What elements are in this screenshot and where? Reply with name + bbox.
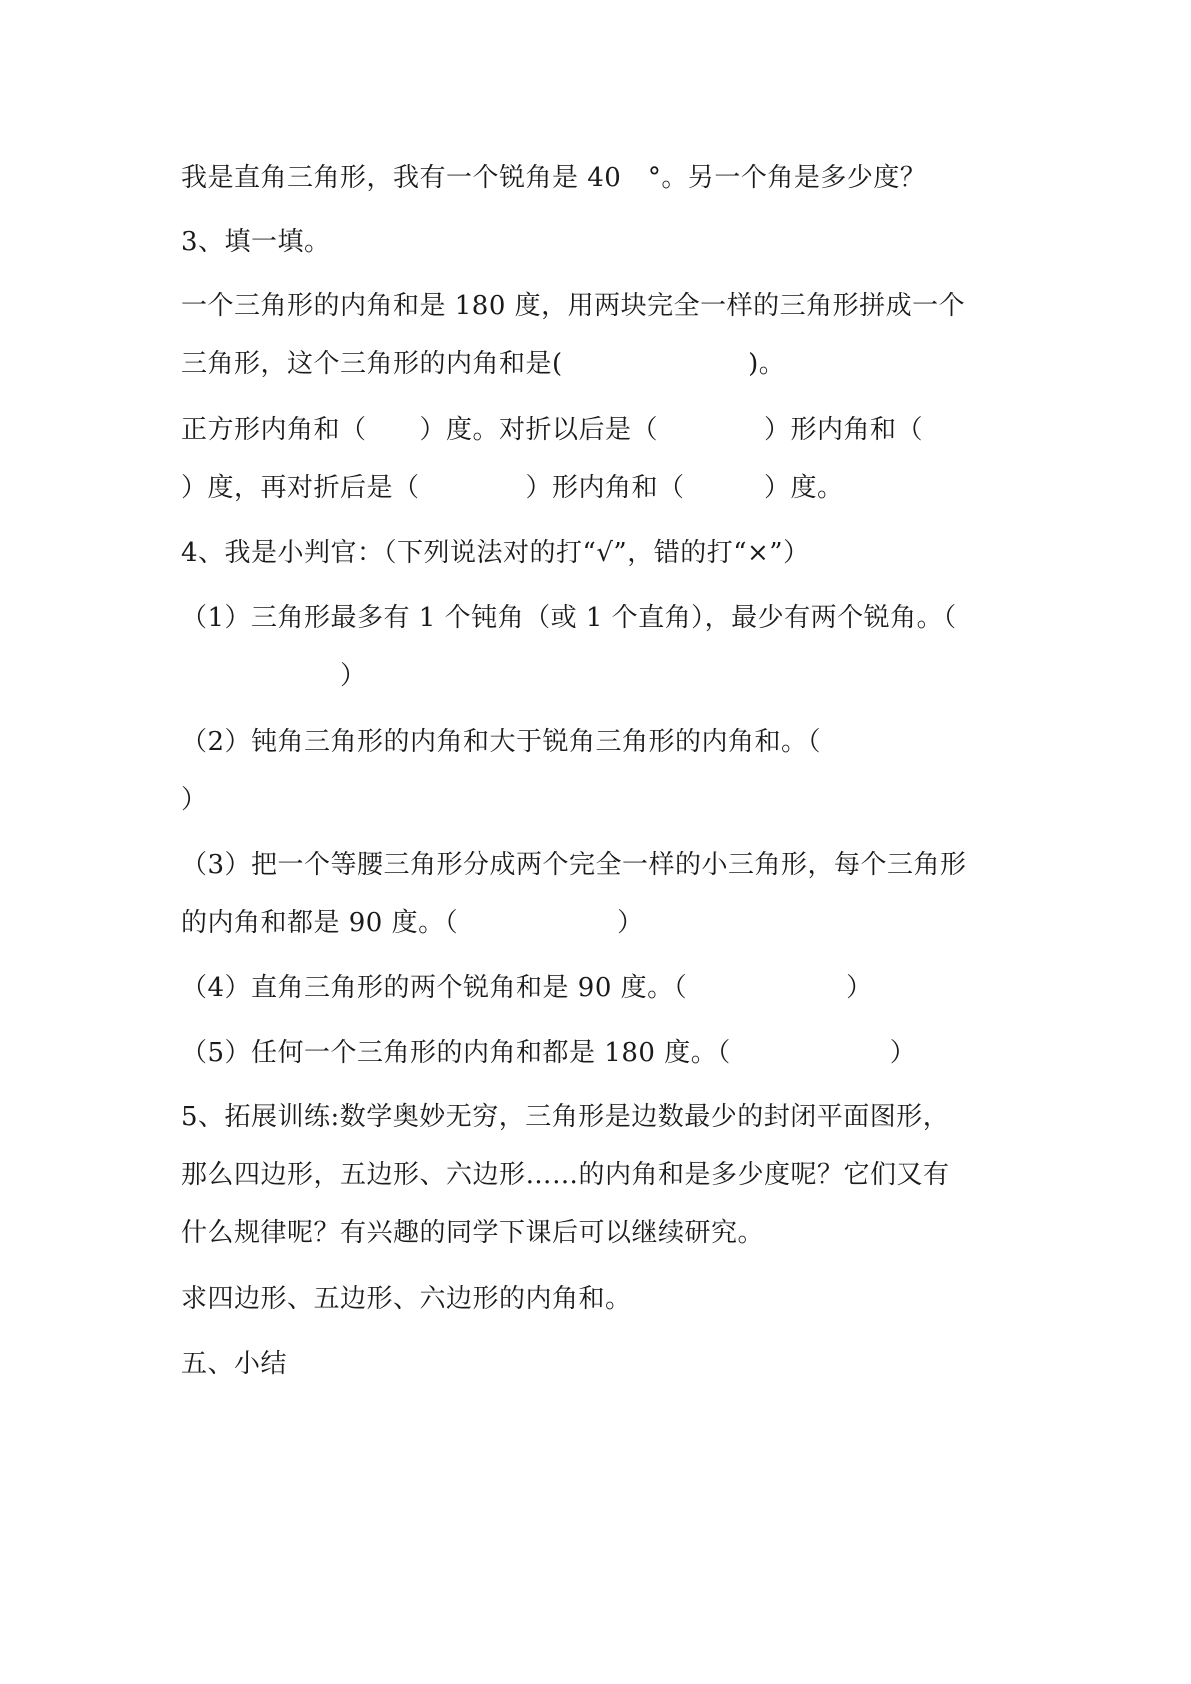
section-4-heading: 4、我是小判官：（下列说法对的打“√”，错的打“×”）: [181, 538, 810, 568]
fill-blank-2-line-2: ）度，再对折后是（ ）形内角和（ ）度。: [181, 473, 844, 503]
judge-item-1: （1）三角形最多有 1 个钝角（或 1 个直角），最少有两个锐角。（: [181, 603, 957, 633]
fill-blank-1-line-1: 一个三角形的内角和是 180 度，用两块完全一样的三角形拼成一个: [181, 291, 966, 321]
judge-item-4: （4）直角三角形的两个锐角和是 90 度。（ ）: [181, 973, 873, 1003]
judge-item-5: （5）任何一个三角形的内角和都是 180 度。（ ）: [181, 1038, 917, 1068]
question-right-triangle-angle: 我是直角三角形，我有一个锐角是 40 °。另一个角是多少度？: [181, 163, 927, 193]
section-5-line-2: 那么四边形，五边形、六边形……的内角和是多少度呢？它们又有: [181, 1160, 950, 1190]
summary-heading: 五、小结: [181, 1349, 288, 1379]
fill-blank-2-line-1: 正方形内角和（ ）度。对折以后是（ ）形内角和（: [181, 415, 924, 445]
section-3-heading: 3、填一填。: [181, 227, 331, 257]
polygon-angle-question: 求四边形、五边形、六边形的内角和。: [181, 1284, 632, 1314]
section-5-line-1: 5、拓展训练:数学奥妙无穷，三角形是边数最少的封闭平面图形，: [181, 1102, 950, 1132]
section-5-line-3: 什么规律呢？有兴趣的同学下课后可以继续研究。: [181, 1218, 765, 1248]
judge-item-3-line-1: （3）把一个等腰三角形分成两个完全一样的小三角形，每个三角形: [181, 850, 967, 880]
judge-item-2: （2）钝角三角形的内角和大于锐角三角形的内角和。（: [181, 727, 822, 757]
judge-item-1-blank: ）: [181, 661, 367, 691]
judge-item-3-line-2: 的内角和都是 90 度。（ ）: [181, 908, 644, 938]
fill-blank-1-line-2: 三角形，这个三角形的内角和是( )。: [181, 349, 786, 379]
judge-item-2-blank: ）: [181, 785, 208, 815]
